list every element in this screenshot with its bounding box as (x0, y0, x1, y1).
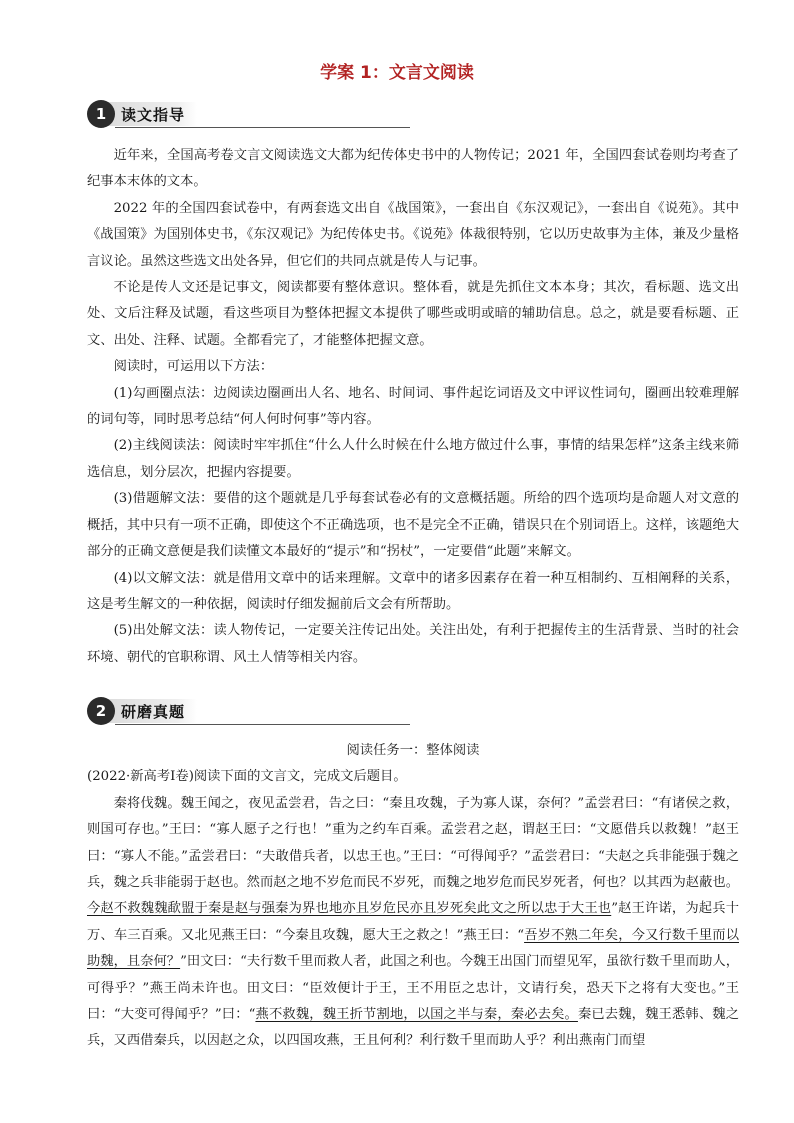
passage-text: ”田文曰：“夫行数千里而救人者，此国之利也。今魏王出国门而望见军，虽欲行数千里而助人，可得乎？”燕王尚未许也。田文曰：“臣效便计于王，王不用臣之忠计，文请行矣，恐天下之将有大变也。”王曰：“大变可得闻乎？”曰：“ (87, 954, 739, 1023)
passage-text: 秦将伐魏。魏王闻之，夜见孟尝君，告之曰：“秦且攻魏，子为寡人谋，奈何？”孟尝君曰：“有诸侯之救，则国可存也。”王曰：“寡人愿子之行也！”重为之约车百乘。孟尝君之赵，谓赵王曰：“文愿借兵以救魏！”赵王曰：“寡人不能。”孟尝君曰：“夫敢借兵者，以忠王也。”王曰：“可得闻乎？”孟尝君曰：“夫赵之兵非能强于魏之兵，魏之兵非能弱于赵也。然而赵之地不岁危而民不岁死，而魏之地岁危而民岁死者，何也？以其西为赵蔽也。 (87, 795, 739, 891)
passage-text: 秦已去魏，魏王悉韩、魏之兵，又西借秦兵，以因赵之众，以四国攻燕，王且何利？利行数千里而助人乎？利出燕南门而望 (87, 1007, 739, 1049)
paragraph: (4)以文解文法：就是借用文章中的话来理解。文章中的诸多因素存在着一种互相制约、互相阐释的关系，这是考生解文的一种依据，阅读时仔细发掘前后文会有所帮助。 (87, 570, 739, 612)
page-title: 学案 1：文言文阅读 (320, 63, 474, 83)
paragraph: (1)勾画圈点法：边阅读边圈画出人名、地名、时间词、事件起讫词语及文中评议性词句，圈画出较难理解的词句等，同时思考总结“何人何时何事”等内容。 (87, 385, 739, 428)
section-label: 读文指导 (121, 106, 186, 124)
paragraph: 2022 年的全国四套试卷中，有两套选文出自《战国策》，一套出自《东汉观记》，一套出自《说苑》。其中《战国策》为国别体史书，《东汉观记》为纪传体史书。《说苑》体裁很特别，它以历史故事为主体，兼及少量格言议论。虽然这些选文出处各异，但它们的共同点就是传人与记事。 (87, 200, 739, 269)
paragraph: 不论是传人文还是记事文，阅读都要有整体意识。整体看，就是先抓住文本本身；其次，看标题、选文出处、文后注释及试题，看这些项目为整体把握文本提供了哪些或明或暗的辅助信息。总之，就是要看标题、正文、出处、注释、试题。全都看完了，才能整体把握文意。 (87, 280, 739, 348)
underlined-sentence: 今赵不救魏魏歃盟于秦是赵与强秦为界也地亦且岁危民亦且岁死矣此文之所以忠于大王也 (87, 901, 612, 917)
section-rule (115, 127, 410, 128)
task-heading: 阅读任务一：整体阅读 (346, 743, 480, 758)
section-header-real-questions (87, 697, 407, 725)
section-rule (115, 724, 410, 725)
section-number-badge: 2 (87, 697, 115, 725)
underlined-sentence: 燕不救魏，魏王折节割地，以国之半与秦，秦必去矣。 (255, 1007, 578, 1023)
paragraph: (3)借题解文法：要借的这个题就是几乎每套试卷必有的文意概括题。所给的四个选项均是命题人对文意的概括，其中只有一项不正确，即使这个不正确选项，也不是完全不正确，错误只在个别词语上。这样，该题绝大部分的正确文意便是我们读懂文本最好的“提示”和“拐杖”，一定要借“此题”来解文。 (87, 491, 739, 560)
paragraph: 近年来，全国高考卷文言文阅读选文大都为纪传体史书中的人物传记；2021 年，全国四套试卷则均考查了纪事本末体的文本。 (87, 148, 739, 190)
classical-passage (87, 791, 739, 1055)
source-line: (2022·新高考Ⅰ卷)阅读下面的文言文，完成文后题目。 (87, 769, 407, 785)
paragraph: 阅读时，可运用以下方法： (113, 359, 274, 375)
section-number-badge: 1 (87, 100, 115, 128)
passage-text: ”赵王许诺，为起兵十万、车三百乘。又北见燕王曰：“今秦且攻魏，愿大王之救之！”燕王曰：“ (87, 901, 739, 943)
paragraph: (5)出处解文法：读人物传记，一定要关注传记出处。关注出处，有利于把握传主的生活背景、当时的社会环境、朝代的官职称谓、风土人情等相关内容。 (87, 623, 739, 665)
section-label: 研磨真题 (121, 703, 186, 721)
underlined-sentence: 吾岁不熟二年矣，今又行数千里而以助魏，且奈何？ (87, 927, 739, 970)
section-header-reading-guide (87, 100, 407, 128)
reading-guide-body (87, 143, 739, 671)
paragraph: (2)主线阅读法：阅读时牢牢抓住“什么人什么时候在什么地方做过什么事，事情的结果怎样”这条主线来筛选信息，划分层次，把握内容提要。 (87, 438, 739, 480)
exam-passage-body (87, 738, 739, 1055)
